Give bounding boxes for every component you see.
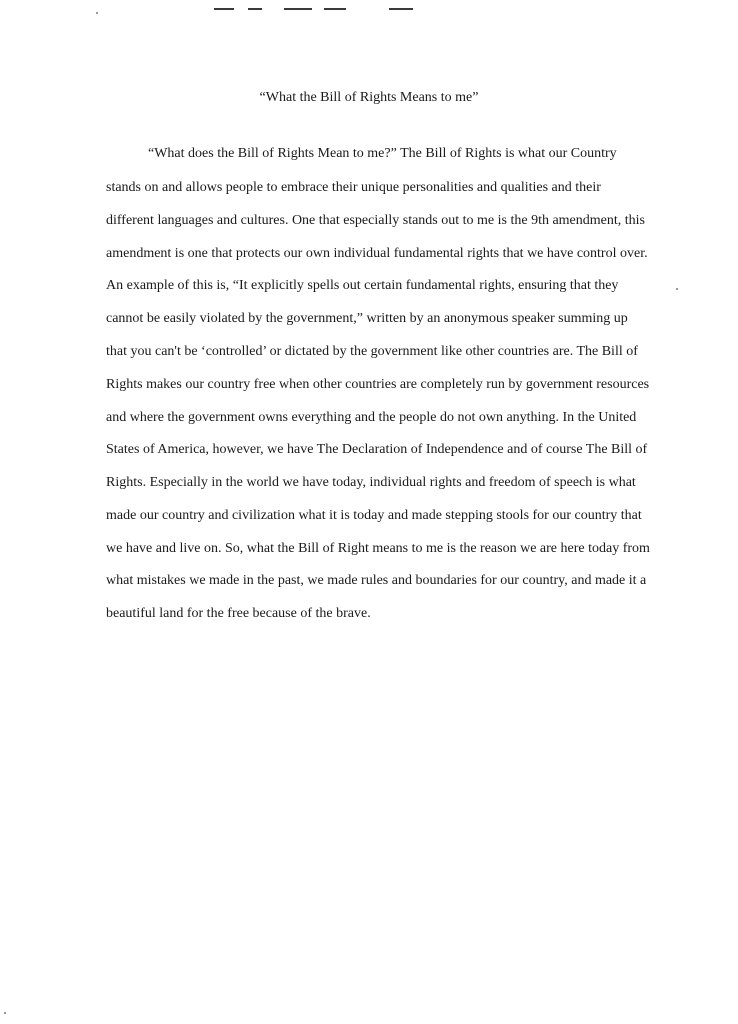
essay-line: amendment is one that protects our own individual fundamental rights that we have control over. xyxy=(106,246,648,261)
essay-line: An example of this is, “It explicitly spells out certain fundamental rights, ensuring that they xyxy=(106,278,619,293)
scan-speck xyxy=(96,12,98,14)
essay-line: what mistakes we made in the past, we made rules and boundaries for our country, and made it a xyxy=(106,573,647,588)
essay-line: we have and live on. So, what the Bill of Right means to me is the reason we are here today from xyxy=(106,541,650,556)
essay-line: different languages and cultures. One that especially stands out to me is the 9th amendment, this xyxy=(106,213,645,228)
scan-artifact xyxy=(284,8,312,10)
essay-line: cannot be easily violated by the government,” written by an anonymous speaker summing up xyxy=(106,311,628,326)
essay-line: made our country and civilization what it is today and made stepping stools for our country that xyxy=(106,508,642,523)
scan-artifact xyxy=(324,8,346,10)
essay-line: Rights makes our country free when other countries are completely run by government resources xyxy=(106,377,650,392)
essay-line: stands on and allows people to embrace their unique personalities and qualities and their xyxy=(106,180,601,195)
essay-line: and where the government owns everything and the people do not own anything. In the United xyxy=(106,410,637,425)
scan-artifact xyxy=(214,8,234,10)
essay-line: that you can't be ‘controlled’ or dictated by the government like other countries are. The Bill of xyxy=(106,344,638,359)
scan-artifact xyxy=(248,8,262,10)
essay-line: Rights. Especially in the world we have today, individual rights and freedom of speech is what xyxy=(106,475,636,490)
scan-speck xyxy=(676,288,678,290)
scan-speck xyxy=(4,1012,6,1014)
essay-line: beautiful land for the free because of the brave. xyxy=(106,606,371,621)
essay-title: “What the Bill of Rights Means to me” xyxy=(259,90,479,105)
essay-line: “What does the Bill of Rights Mean to me?” The Bill of Rights is what our Country xyxy=(148,146,617,161)
essay-line: States of America, however, we have The Declaration of Independence and of course The Bill of xyxy=(106,442,648,457)
scan-artifact xyxy=(389,8,413,10)
